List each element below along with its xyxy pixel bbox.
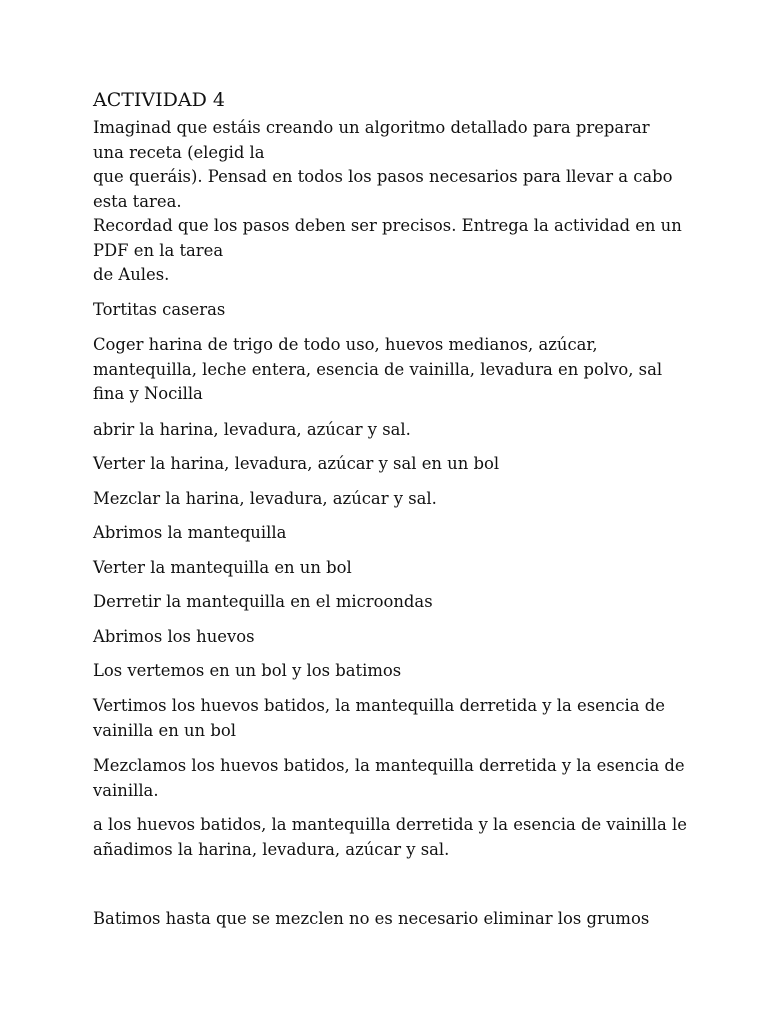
step-paragraph	[93, 754, 693, 803]
page-title: ACTIVIDAD 4	[93, 89, 225, 111]
step-paragraph	[93, 556, 693, 581]
step-line: Verter la mantequilla en un bol	[93, 558, 352, 577]
step-paragraph	[93, 487, 693, 512]
step-paragraph	[93, 813, 693, 862]
step-line: Coger harina de trigo de todo uso, huevos medianos, azúcar,	[93, 335, 598, 354]
intro-line: una receta (elegid la	[93, 142, 265, 162]
intro-line: PDF en la tarea	[93, 240, 224, 260]
step-line: Derretir la mantequilla en el microondas	[93, 592, 433, 611]
step-line: vainilla en un bol	[93, 720, 236, 740]
intro-line: que queráis). Pensad en todos los pasos necesarios para llevar a cabo	[93, 167, 673, 186]
intro-line: esta tarea.	[93, 191, 182, 211]
document-page	[93, 88, 693, 928]
step-line: Mezclamos los huevos batidos, la mantequilla derretida y la esencia de	[93, 756, 685, 775]
step-paragraph	[93, 694, 693, 743]
intro-paragraph	[93, 116, 693, 288]
step-line: Los vertemos en un bol y los batimos	[93, 661, 402, 680]
intro-line: Recordad que los pasos deben ser precisos. Entrega la actividad en un	[93, 216, 682, 235]
step-paragraph	[93, 418, 693, 443]
step-line: Abrimos la mantequilla	[93, 523, 287, 542]
step-paragraph	[93, 590, 693, 615]
step-line: añadimos la harina, levadura, azúcar y sal.	[93, 839, 450, 859]
intro-line: Imaginad que estáis creando un algoritmo detallado para preparar	[93, 118, 650, 137]
step-paragraph	[93, 333, 693, 407]
step-paragraph	[93, 625, 693, 650]
step-line: abrir la harina, levadura, azúcar y sal.	[93, 420, 411, 439]
recipe-title-text: Tortitas caseras	[93, 300, 226, 319]
step-line: Mezclar la harina, levadura, azúcar y sal.	[93, 489, 437, 508]
step-paragraph	[93, 907, 693, 932]
intro-line: de Aules.	[93, 265, 170, 284]
step-line: mantequilla, leche entera, esencia de vainilla, levadura en polvo, sal	[93, 359, 663, 379]
step-line: Batimos hasta que se mezclen no es necesario eliminar los grumos	[93, 909, 650, 928]
recipe-title	[93, 298, 693, 323]
step-line: Vertimos los huevos batidos, la mantequilla derretida y la esencia de	[93, 696, 665, 715]
step-line: Verter la harina, levadura, azúcar y sal en un bol	[93, 454, 500, 473]
step-paragraph	[93, 659, 693, 684]
step-line: vainilla.	[93, 780, 159, 800]
step-line: a los huevos batidos, la mantequilla derretida y la esencia de vainilla le	[93, 815, 687, 834]
step-paragraph	[93, 521, 693, 546]
step-paragraph	[93, 452, 693, 477]
step-line: fina y Nocilla	[93, 384, 203, 403]
step-line: Abrimos los huevos	[93, 627, 255, 646]
